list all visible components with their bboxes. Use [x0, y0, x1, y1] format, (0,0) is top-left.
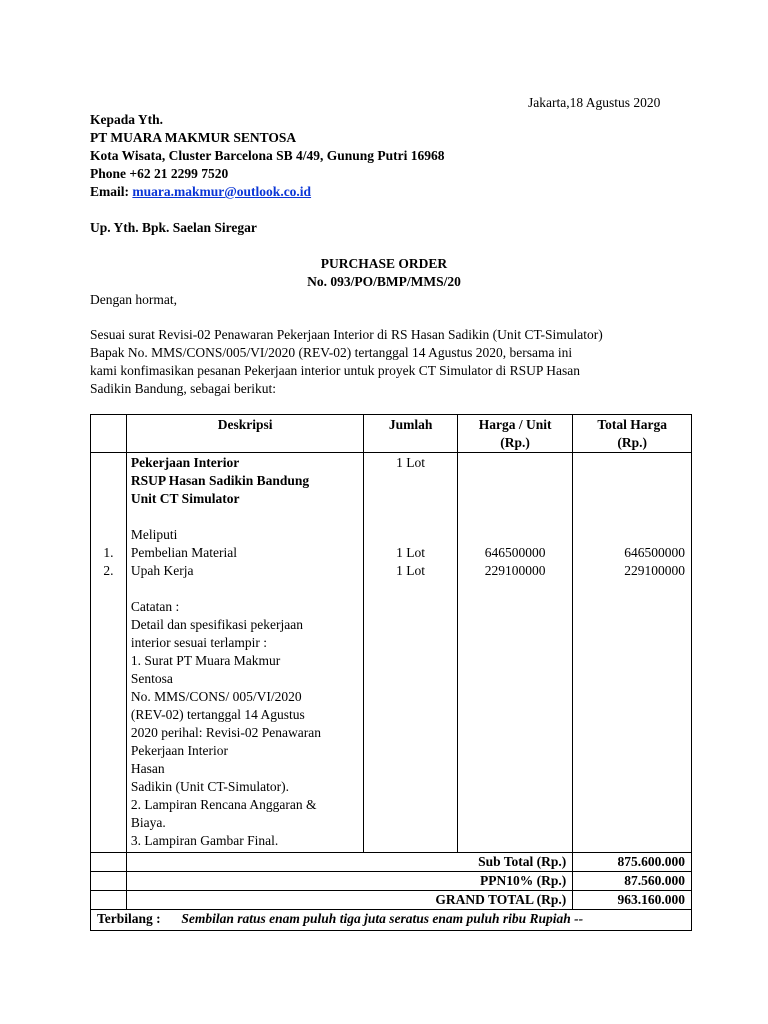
- item-no: 2.: [103, 563, 114, 578]
- note-line: 1. Surat PT Muara Makmur: [130, 653, 281, 668]
- ppn-row: [91, 872, 692, 891]
- note-line: interior sesuai terlampir :: [130, 635, 268, 650]
- ppn-value: 87.560.000: [573, 872, 692, 891]
- ppn-blank: [91, 872, 127, 891]
- note-line: 2020 perihal: Revisi-02 Penawaran: [130, 725, 321, 740]
- note-line: 2. Lampiran Rencana Anggaran &: [130, 797, 317, 812]
- attention-line: Up. Yth. Bpk. Saelan Siregar: [90, 220, 257, 235]
- project-title-line: Unit CT Simulator: [130, 491, 240, 506]
- intro-line: kami konfimasikan pesanan Pekerjaan interior untuk proyek CT Simulator di RSUP Hasan: [90, 363, 581, 378]
- price-cell: [457, 453, 572, 853]
- item-total: 646500000: [624, 545, 685, 560]
- project-title-line: RSUP Hasan Sadikin Bandung: [130, 473, 310, 488]
- item-desc: Upah Kerja: [130, 563, 194, 578]
- recipient-block: [90, 111, 445, 201]
- recipient-email-line: [90, 183, 445, 201]
- email-link[interactable]: muara.makmur@outlook.co.id: [132, 184, 312, 199]
- header-no: [91, 415, 127, 453]
- note-line: Catatan :: [130, 599, 180, 614]
- header-price: [457, 415, 572, 453]
- note-line: (REV-02) tertanggal 14 Agustus: [130, 707, 305, 722]
- intro-line: Sesuai surat Revisi-02 Penawaran Pekerjaan Interior di RS Hasan Sadikin (Unit CT-Simulator): [90, 327, 603, 342]
- intro-line: Sadikin Bandung, sebagai berikut:: [90, 381, 276, 396]
- project-qty: 1 Lot: [396, 455, 426, 470]
- item-no: 1.: [103, 545, 114, 560]
- letter-date: Jakarta,18 Agustus 2020: [528, 95, 661, 110]
- grand-blank: [91, 891, 127, 910]
- table-header-row: [91, 415, 692, 453]
- email-label: Email:: [90, 184, 133, 199]
- terbilang-label: Terbilang :: [97, 911, 161, 926]
- note-line: Sentosa: [130, 671, 173, 686]
- no-cell: [91, 453, 127, 853]
- header-qty: Jumlah: [364, 415, 458, 453]
- header-price-line1: Harga / Unit: [478, 417, 552, 432]
- intro-paragraph: [90, 326, 603, 398]
- terbilang-cell: [91, 910, 692, 931]
- total-cell: [573, 453, 692, 853]
- intro-line: Bapak No. MMS/CONS/005/VI/2020 (REV-02) tertanggal 14 Agustus 2020, bersama ini: [90, 345, 573, 360]
- po-table: [90, 414, 692, 931]
- item-qty: 1 Lot: [396, 563, 426, 578]
- header-price-line2: (Rp.): [500, 435, 530, 450]
- note-line: 3. Lampiran Gambar Final.: [130, 833, 279, 848]
- item-price: 229100000: [484, 563, 546, 578]
- scope-label: Meliputi: [130, 527, 178, 542]
- note-line: Sadikin (Unit CT-Simulator).: [130, 779, 290, 794]
- note-line: Detail dan spesifikasi pekerjaan: [130, 617, 303, 632]
- subtotal-blank: [91, 853, 127, 872]
- note-line: Biaya.: [130, 815, 166, 830]
- document-title: PURCHASE ORDER: [320, 256, 448, 271]
- po-number: No. 093/PO/BMP/MMS/20: [307, 274, 461, 289]
- qty-cell: [364, 453, 458, 853]
- item-qty: 1 Lot: [396, 545, 426, 560]
- recipient-company: PT MUARA MAKMUR SENTOSA: [90, 130, 297, 145]
- recipient-phone: Phone +62 21 2299 7520: [90, 166, 229, 181]
- desc-cell: [126, 453, 363, 853]
- grand-total-value: 963.160.000: [573, 891, 692, 910]
- ppn-label: PPN10% (Rp.): [126, 872, 572, 891]
- grand-total-row: [91, 891, 692, 910]
- note-line: No. MMS/CONS/ 005/VI/2020: [130, 689, 302, 704]
- project-title-line: Pekerjaan Interior: [130, 455, 240, 470]
- header-total: [573, 415, 692, 453]
- terbilang-value: Sembilan ratus enam puluh tiga juta seratus enam puluh ribu Rupiah --: [181, 911, 584, 926]
- note-line: Hasan: [130, 761, 165, 776]
- header-total-line2: (Rp.): [617, 435, 647, 450]
- item-desc: Pembelian Material: [130, 545, 238, 560]
- header-desc: Deskripsi: [126, 415, 363, 453]
- subtotal-value: 875.600.000: [573, 853, 692, 872]
- recipient-address: Kota Wisata, Cluster Barcelona SB 4/49, Gunung Putri 16968: [90, 148, 445, 163]
- greeting: Dengan hormat,: [90, 292, 177, 307]
- table-body-row: [91, 453, 692, 853]
- grand-total-label: GRAND TOTAL (Rp.): [126, 891, 572, 910]
- note-line: Pekerjaan Interior: [130, 743, 228, 758]
- subtotal-row: [91, 853, 692, 872]
- header-total-line1: Total Harga: [597, 417, 667, 432]
- item-total: 229100000: [624, 563, 685, 578]
- terbilang-row: [91, 910, 692, 931]
- recipient-salutation: Kepada Yth.: [90, 112, 164, 127]
- subtotal-label: Sub Total (Rp.): [126, 853, 572, 872]
- item-price: 646500000: [484, 545, 546, 560]
